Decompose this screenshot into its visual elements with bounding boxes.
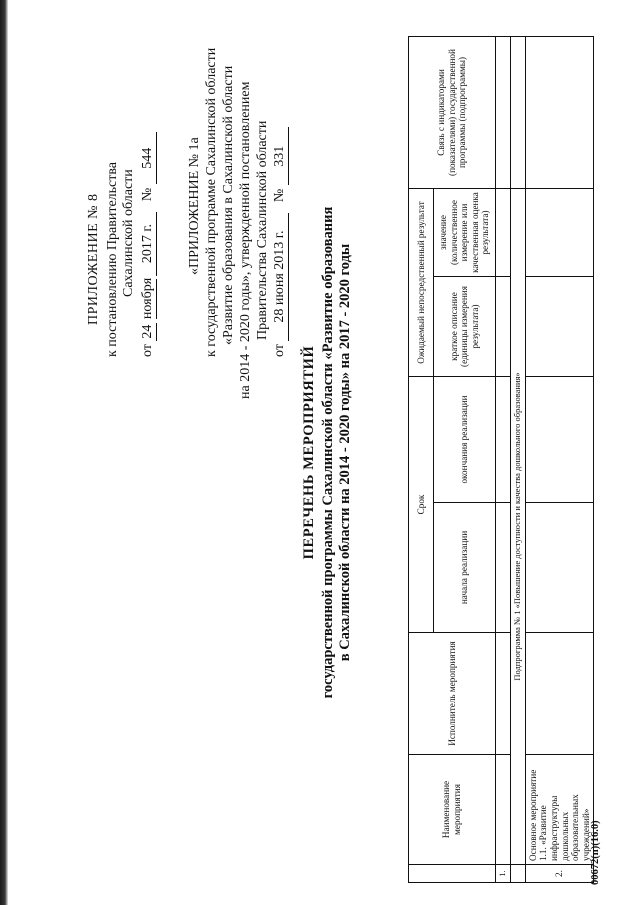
- measure-end: [525, 377, 593, 503]
- measure-name: Основное мероприятие 1.1. «Развитие инфраструктуры дошкольных образовательных учреждений»: [525, 755, 593, 865]
- appendix8-line1: к постановлению Правительства: [105, 161, 120, 357]
- appendix1a-num-label: №: [272, 188, 287, 203]
- measure-result-value: [525, 189, 593, 277]
- row-number: 1.: [496, 865, 511, 883]
- appendix1a-date-prefix: от: [272, 344, 287, 357]
- measure-link: [525, 37, 593, 189]
- header-num: [409, 865, 496, 883]
- appendix8-date-month: ноября: [140, 277, 155, 320]
- table-row: [496, 37, 511, 883]
- document-title: ПЕРЕЧЕНЬ МЕРОПРИЯТИЙ: [301, 345, 317, 560]
- measures-table: [408, 36, 594, 883]
- header-term-end: окончания реализации: [434, 377, 496, 503]
- measure-start: [525, 503, 593, 633]
- appendix8-num-value: 544: [140, 132, 157, 184]
- appendix1a-date-value: 28 июня 2013 г.: [272, 213, 289, 341]
- header-result-brief: краткое описание (единицы измерения результата): [434, 277, 496, 377]
- header-name: Наименование мероприятия: [409, 755, 496, 865]
- row-number: 2.: [525, 865, 593, 883]
- header-link: Связь с индикаторами (показателями) государственной программы (подпрограммы): [409, 37, 496, 189]
- appendix1a-title: «ПРИЛОЖЕНИЕ № 1а: [187, 137, 202, 275]
- appendix1a-line4: Правительства Сахалинской области: [255, 120, 270, 340]
- appendix8-title: ПРИЛОЖЕНИЕ № 8: [86, 193, 101, 325]
- appendix8-date-prefix: от: [140, 344, 155, 357]
- header-result: Ожидаемый непосредственный результат: [409, 189, 434, 377]
- document-code: 00672(п)(16.0): [590, 820, 601, 885]
- appendix1a-num-value: 331: [272, 127, 289, 185]
- appendix8-line2: Сахалинской области: [121, 169, 136, 297]
- appendix1a-line3: на 2014 - 2020 годы», утвержденной постановлением: [238, 81, 253, 399]
- appendix1a-line2: «Развитие образования в Сахалинской области: [221, 65, 236, 345]
- measure-result-brief: [525, 277, 593, 377]
- header-term-start: начала реализации: [434, 503, 496, 633]
- appendix8-date-day: 24: [140, 324, 155, 339]
- header-executor: Исполнитель мероприятия: [409, 633, 496, 755]
- table-row: [510, 37, 525, 883]
- appendix1a-date-line: [272, 127, 289, 357]
- header-term: Срок: [409, 377, 434, 633]
- table-header-row-1: [409, 37, 434, 883]
- appendix1a-line1: к государственной программе Сахалинской области: [204, 47, 219, 357]
- table-row: [525, 37, 593, 883]
- header-result-value: значение (количественное измерение или качественная оценка результата): [434, 189, 496, 277]
- document-subtitle-line2: в Сахалинской области на 2014 - 2020 годы» на 2017 - 2020 годы: [337, 243, 353, 662]
- measure-executor: [525, 633, 593, 755]
- subprogram-title: Подпрограмма № 1 «Повышение доступности и качества дошкольного образования»: [510, 189, 525, 865]
- appendix8-date-line: [140, 132, 157, 357]
- document-subtitle-line1: государственной программы Сахалинской области «Развитие образования: [320, 206, 336, 699]
- appendix8-date-year: 2017 г.: [140, 212, 157, 276]
- appendix8-num-label: №: [140, 187, 155, 202]
